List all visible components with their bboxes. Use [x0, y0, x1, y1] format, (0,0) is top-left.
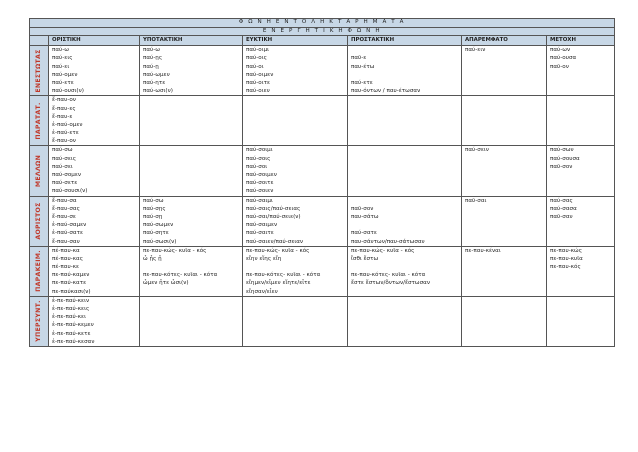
form-line: [351, 330, 458, 338]
form-cell: [547, 96, 615, 146]
form-cell: [462, 96, 547, 146]
form-line: παύ-ουσα: [550, 55, 577, 62]
form-line: παύ-οιεν: [246, 88, 270, 95]
form-line: [465, 271, 543, 279]
form-line: παύ-ω: [52, 47, 69, 54]
form-line: [351, 146, 458, 154]
form-line: [143, 313, 239, 321]
form-cell: [243, 146, 348, 196]
form-line: [143, 96, 239, 104]
form-line: [351, 197, 458, 205]
form-line: [465, 288, 543, 296]
form-line: [550, 338, 611, 346]
form-line: [143, 137, 239, 145]
tense-label-cell: [30, 46, 49, 96]
form-line: [143, 297, 239, 305]
form-line: [550, 137, 611, 145]
form-line: [351, 338, 458, 346]
form-line: [550, 330, 611, 338]
form-cell: [348, 96, 462, 146]
form-line: [550, 305, 611, 313]
form-line: [351, 179, 458, 187]
form-cell: [348, 246, 462, 296]
form-line: [351, 171, 458, 179]
conjugation-table: [29, 18, 615, 347]
form-line: παύ-ῃς: [143, 55, 163, 62]
form-line: [465, 163, 543, 171]
form-line: [351, 305, 458, 313]
form-line: [465, 129, 543, 137]
form-line: ἔ-παυ-σαν: [52, 238, 80, 245]
form-line: [550, 129, 611, 137]
form-line: παύ-ετε: [351, 79, 373, 86]
tense-row: [30, 146, 615, 196]
form-line: ἐ-πε-παύ-κεσαν: [52, 338, 95, 345]
form-line: παῦ-σον: [351, 205, 374, 212]
form-line: παύ-σαιμι: [246, 197, 273, 204]
form-line: ἔ-παυ-ον: [52, 138, 76, 145]
form-line: [465, 137, 543, 145]
form-line: παῦ-σαν: [550, 213, 573, 220]
form-line: [465, 313, 543, 321]
form-line: [351, 288, 458, 296]
form-line: [465, 79, 543, 87]
form-line: [351, 313, 458, 321]
form-line: [143, 146, 239, 154]
form-line: πέ-παυ-κε: [52, 264, 80, 271]
form-line: [351, 187, 458, 195]
form-line: παύ-σαις/παύ-σειας: [246, 205, 301, 212]
form-line: παύ-σοιεν: [246, 188, 274, 195]
form-line: παύ-σαιμεν: [246, 222, 278, 229]
form-line: [351, 129, 458, 137]
form-cell: [140, 196, 243, 246]
form-line: [351, 121, 458, 129]
tense-label: ΜΕΛΛΩΝ: [34, 154, 42, 188]
form-line: ἔ-παυ-σας: [52, 205, 80, 212]
form-line: [143, 121, 239, 129]
form-cell: [140, 46, 243, 96]
form-line: παύ-σωσι(ν): [143, 238, 177, 245]
form-line: [550, 271, 611, 279]
tense-rows: [30, 46, 615, 347]
form-line: πέ-παυ-κας: [52, 255, 83, 262]
form-line: ἔστε ἔστων/ὄντων/ἔστωσαν: [351, 280, 430, 287]
form-line: παύ-οι: [246, 63, 264, 70]
form-line: παύ-σων: [550, 147, 574, 154]
form-line: [550, 87, 611, 95]
form-line: πε-παυ-κώς: [550, 247, 582, 254]
form-line: παύ-σειν: [465, 147, 489, 154]
form-line: [550, 221, 611, 229]
form-line: [143, 163, 239, 171]
form-line: ἐ-παύ-ετε: [52, 130, 79, 137]
form-line: παύ-οις: [246, 55, 267, 62]
form-cell: [462, 246, 547, 296]
form-line: πε-παυ-κότες- κυῖαι - κότα: [351, 272, 426, 279]
form-line: παύ-σεις: [52, 155, 77, 162]
form-line: πε-παυ-κός: [550, 264, 581, 271]
form-cell: [243, 46, 348, 96]
tense-row: [30, 296, 615, 346]
form-line: ἔ-παυ-σα: [52, 197, 77, 204]
form-line: [246, 137, 344, 145]
form-line: παυ-έτω: [351, 63, 375, 70]
form-line: πε-παυ-κέναι: [465, 247, 501, 254]
form-line: [465, 238, 543, 246]
form-line: παύ-σοιμεν: [246, 172, 277, 178]
column-header: ΥΠΟΤΑΚΤΙΚΗ: [140, 36, 243, 46]
form-line: [465, 105, 543, 113]
form-cell: [49, 96, 140, 146]
form-line: [351, 46, 458, 54]
form-line: [143, 187, 239, 195]
tense-label: ΠΑΡΑΚΕΙΜ.: [34, 250, 42, 293]
form-line: [550, 179, 611, 187]
form-line: [246, 338, 344, 346]
form-line: [465, 263, 543, 271]
form-cell: [547, 296, 615, 346]
form-line: παύ-ειν: [465, 47, 486, 54]
table-title: Φ Ω Ν Η Ε Ν Τ Ο Λ Η Κ Τ Α Ρ Η Μ Α Τ Α: [30, 19, 615, 28]
form-cell: [49, 296, 140, 346]
form-line: ἔ-παυ-ες: [52, 105, 76, 112]
form-line: [550, 279, 611, 287]
form-line: παύ-σοιμι: [246, 147, 273, 154]
form-line: παύ-σωμεν: [143, 222, 174, 229]
form-line: [143, 171, 239, 179]
form-line: [143, 321, 239, 329]
form-line: [465, 213, 543, 221]
form-line: [351, 297, 458, 305]
tense-label-cell: [30, 96, 49, 146]
form-line: [465, 63, 543, 71]
title-row: [30, 19, 615, 28]
form-line: πε-παύ-κατε: [52, 280, 87, 287]
form-line: [465, 305, 543, 313]
tense-label: ΠΑΡΑΤΑΤ.: [34, 102, 42, 140]
form-line: [246, 96, 344, 104]
form-line: παύ-ωμεν: [143, 71, 170, 78]
form-line: [465, 205, 543, 213]
form-line: παυ-σάντων/παυ-σάτωσαν: [351, 238, 425, 245]
tense-label: ΕΝΕΣΤΩΤΑΣ: [34, 49, 42, 93]
form-cell: [462, 196, 547, 246]
form-line: [465, 229, 543, 237]
form-line: [351, 137, 458, 145]
form-line: [351, 163, 458, 171]
form-line: [550, 187, 611, 195]
form-line: παυ-όντων / παυ-έτωσαν: [351, 88, 421, 95]
form-line: [550, 71, 611, 79]
form-line: παύ-σουσα: [550, 155, 580, 162]
form-cell: [140, 96, 243, 146]
form-cell: [49, 246, 140, 296]
form-line: [351, 105, 458, 113]
form-line: παύ-σω: [143, 197, 164, 204]
form-cell: [243, 246, 348, 296]
form-line: [351, 96, 458, 104]
form-line: πε-παυ-κώς- κυῖα - κός: [143, 247, 207, 254]
tense-row: [30, 246, 615, 296]
form-line: παύ-σαι/παύ-σειε(ν): [246, 213, 301, 220]
form-line: παῦ-σον: [550, 163, 573, 170]
form-line: [351, 113, 458, 121]
form-line: παύ-σω: [52, 147, 73, 154]
form-line: ὦ ᾖς ᾖ: [143, 255, 162, 262]
form-line: [550, 113, 611, 121]
form-cell: [462, 46, 547, 96]
tense-label: ΑΟΡΙΣΤΟΣ: [34, 202, 42, 240]
column-header: ΠΡΟΣΤΑΚΤΙΚΗ: [348, 36, 462, 46]
form-line: ἔ-παυ-ον: [52, 97, 76, 104]
form-line: ἐ-πε-παύ-κεις: [52, 306, 90, 312]
form-line: ἔ-παυ-σε: [52, 213, 76, 220]
tense-row: [30, 196, 615, 246]
form-line: παύ-ετε: [52, 79, 74, 86]
form-line: [143, 305, 239, 313]
form-line: παύ-ων: [550, 47, 571, 54]
conjugation-sheet: [29, 18, 614, 347]
form-line: παύ-σητε: [143, 230, 169, 237]
form-line: [246, 263, 344, 271]
form-line: παύ-ουσι(ν): [52, 88, 84, 95]
form-line: [351, 155, 458, 163]
tense-row: [30, 46, 615, 96]
form-line: [550, 288, 611, 296]
form-line: πε-παύ-καμεν: [52, 272, 90, 279]
form-line: παύ-ῃ: [143, 63, 159, 70]
form-line: παύ-σουσι(ν): [52, 188, 88, 195]
form-line: παύ-ει: [52, 63, 70, 70]
form-cell: [348, 46, 462, 96]
tense-label-cell: [30, 296, 49, 346]
form-line: [550, 313, 611, 321]
form-line: [143, 105, 239, 113]
form-line: πε-παυ-κυῖα: [550, 255, 583, 262]
form-line: παύ-σετε: [52, 180, 78, 187]
form-line: [246, 330, 344, 338]
form-line: παύ-σει: [52, 163, 73, 170]
form-line: παύ-οιμι: [246, 47, 270, 54]
form-line: [143, 179, 239, 187]
form-line: [465, 330, 543, 338]
tense-row: [30, 96, 615, 146]
form-line: [550, 79, 611, 87]
form-line: [465, 96, 543, 104]
form-line: παύ-σαιτε: [246, 230, 274, 237]
form-line: [143, 113, 239, 121]
form-line: [246, 321, 344, 329]
form-line: παύ-σαιεν/παύ-σειαν: [246, 238, 304, 245]
form-line: παύ-σῃς: [143, 205, 166, 212]
form-line: παύ-οιμεν: [246, 71, 274, 78]
form-line: [465, 279, 543, 287]
form-line: ἐ-παύ-ομεν: [52, 121, 83, 128]
form-line: [351, 321, 458, 329]
column-header: ΟΡΙΣΤΙΚΗ: [49, 36, 140, 46]
form-line: [143, 155, 239, 163]
form-line: [465, 155, 543, 163]
form-line: [143, 129, 239, 137]
form-cell: [547, 146, 615, 196]
form-line: [550, 229, 611, 237]
form-line: [550, 238, 611, 246]
form-line: [246, 121, 344, 129]
tense-label-cell: [30, 196, 49, 246]
form-line: [351, 71, 458, 79]
form-line: παῦ-σαι: [465, 197, 487, 204]
form-line: παύ-σοιτε: [246, 180, 274, 187]
form-line: ἐ-πε-παύ-κει: [52, 314, 86, 321]
form-line: παύ-σοις: [246, 155, 271, 162]
form-line: [465, 179, 543, 187]
form-line: [465, 54, 543, 62]
form-line: [550, 96, 611, 104]
form-line: [465, 121, 543, 129]
form-line: [465, 187, 543, 195]
form-line: παύ-σασα: [550, 205, 577, 212]
form-cell: [140, 296, 243, 346]
form-line: [351, 221, 458, 229]
subtitle-row: [30, 27, 615, 36]
form-line: παυ-σάτω: [351, 213, 379, 220]
form-cell: [49, 146, 140, 196]
form-line: [550, 171, 611, 179]
form-line: πέ-παυ-κα: [52, 247, 80, 254]
column-header: ΑΠΑΡΕΜΦΑΤΟ: [462, 36, 547, 46]
form-line: παύ-σομεν: [52, 172, 81, 178]
form-line: [246, 297, 344, 305]
form-line: [550, 105, 611, 113]
form-line: παύ-σῃ: [143, 213, 163, 220]
form-line: [465, 338, 543, 346]
form-line: [143, 263, 239, 271]
form-line: ἐ-πε-παύ-κετε: [52, 330, 91, 337]
tense-label-cell: [30, 246, 49, 296]
form-line: [246, 305, 344, 313]
form-cell: [547, 246, 615, 296]
form-cell: [243, 196, 348, 246]
form-line: ἴσθι ἔστω: [351, 255, 379, 262]
form-line: [465, 221, 543, 229]
form-cell: [348, 146, 462, 196]
form-line: πε-παυ-κώς- κυῖα - κός: [246, 247, 310, 254]
form-line: παῦ-ε: [351, 55, 367, 62]
form-cell: [49, 46, 140, 96]
form-cell: [49, 196, 140, 246]
form-line: παύ-ομεν: [52, 71, 78, 78]
form-line: [246, 113, 344, 121]
form-cell: [462, 146, 547, 196]
form-line: [246, 105, 344, 113]
form-line: [143, 338, 239, 346]
form-line: πε-παυ-κότες- κυῖαι - κότα: [143, 272, 218, 279]
table-subtitle: Ε Ν Ε Ρ Γ Η Τ Ι Κ Η Φ Ω Ν Η: [30, 27, 615, 36]
form-line: παύ-σας: [550, 197, 573, 204]
form-line: ἐ-πε-παύ-κειν: [52, 297, 90, 304]
form-cell: [348, 196, 462, 246]
form-line: πε-παύκασι(ν): [52, 288, 91, 295]
form-line: παύ-ητε: [143, 79, 166, 86]
form-cell: [348, 296, 462, 346]
form-line: ἔ-παυ-ε: [52, 113, 73, 120]
form-line: εἴημεν/εἶμεν εἴητε/εἶτε: [246, 280, 311, 287]
form-line: παύ-οιτε: [246, 79, 271, 86]
form-line: παύ-σοι: [246, 163, 268, 170]
form-cell: [140, 146, 243, 196]
form-cell: [462, 296, 547, 346]
tense-label: ΥΠΕΡΣΥΝΤ.: [34, 300, 42, 343]
form-line: παύ-εις: [52, 55, 73, 62]
form-line: [465, 87, 543, 95]
form-line: [465, 113, 543, 121]
form-line: εἴην εἴης εἴη: [246, 255, 282, 262]
form-line: ἐ-πε-παύ-κεμεν: [52, 322, 94, 329]
form-cell: [243, 96, 348, 146]
form-line: [465, 71, 543, 79]
form-line: ἐ-παύ-σατε: [52, 230, 83, 237]
form-line: παύ-σατε: [351, 230, 377, 237]
form-cell: [547, 196, 615, 246]
form-cell: [243, 296, 348, 346]
form-line: πε-παυ-κώς- κυῖα - κός: [351, 247, 415, 254]
form-line: ἐ-παύ-σαμεν: [52, 222, 87, 229]
form-line: [465, 321, 543, 329]
header-corner: [30, 36, 49, 46]
form-line: εἴησαν/εἶεν: [246, 288, 278, 295]
form-line: ὦμεν ἦτε ὦσι(ν): [143, 280, 189, 287]
form-line: [465, 255, 543, 263]
form-cell: [547, 46, 615, 96]
form-line: πε-παυ-κότες- κυῖαι - κότα: [246, 272, 321, 279]
form-line: [143, 288, 239, 296]
form-line: [246, 129, 344, 137]
column-header-row: [30, 36, 615, 46]
form-line: [246, 313, 344, 321]
form-line: [550, 121, 611, 129]
form-line: [143, 330, 239, 338]
form-line: παύ-ω: [143, 47, 160, 54]
tense-label-cell: [30, 146, 49, 196]
form-line: [351, 263, 458, 271]
form-line: [550, 321, 611, 329]
form-line: [465, 171, 543, 179]
form-cell: [140, 246, 243, 296]
form-line: παύ-ωσι(ν): [143, 88, 173, 95]
column-header: ΕΥΚΤΙΚΗ: [243, 36, 348, 46]
form-line: [465, 297, 543, 305]
form-line: παῦ-ον: [550, 63, 569, 70]
column-header: ΜΕΤΟΧΗ: [547, 36, 615, 46]
form-line: [550, 297, 611, 305]
